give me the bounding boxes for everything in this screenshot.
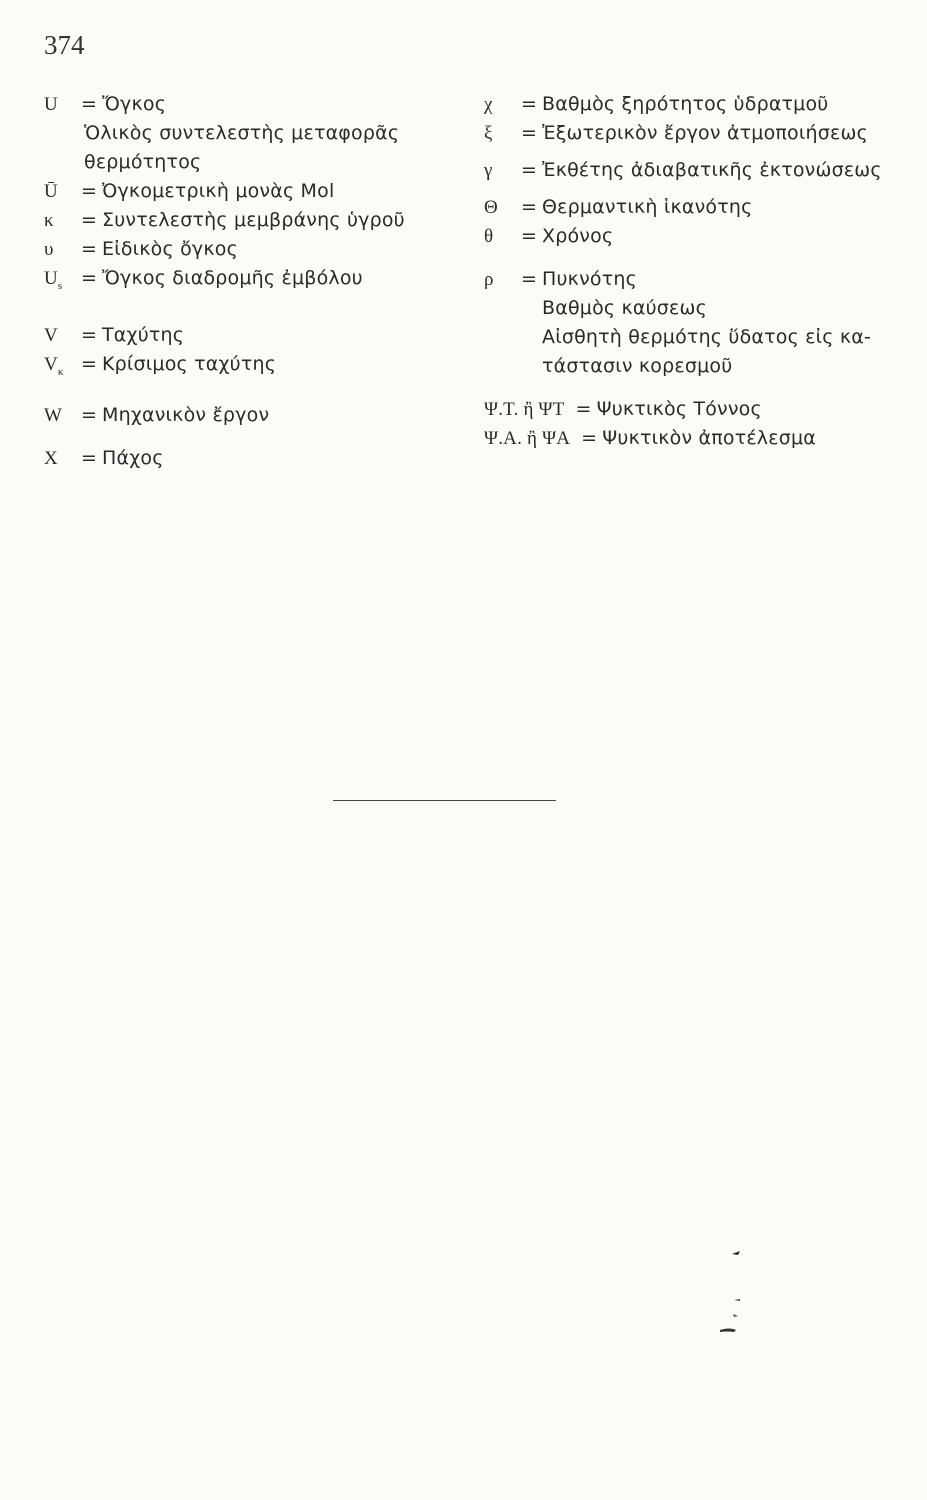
symbol: V bbox=[44, 324, 58, 346]
equals-sign: = bbox=[520, 93, 538, 115]
equals-sign: = bbox=[80, 403, 98, 426]
equals-sign: = bbox=[80, 93, 98, 115]
symbol: ρ bbox=[484, 269, 494, 290]
symbol-definition: Ψυκτικὸς Τόννος bbox=[596, 398, 762, 420]
symbol-definition: Ταχύτης bbox=[102, 323, 185, 346]
symbol: $U_s$ bbox=[44, 268, 63, 292]
symbols-list-right bbox=[484, 90, 904, 453]
symbol-definition: Πάχος bbox=[102, 446, 164, 469]
symbol-subscript: κ bbox=[57, 365, 64, 378]
symbol-entry bbox=[484, 119, 904, 148]
equals-sign: = bbox=[575, 398, 592, 420]
equals-sign: = bbox=[80, 180, 98, 202]
symbol-entry bbox=[484, 90, 904, 119]
symbol-definition: Πυκνότης bbox=[542, 268, 637, 290]
symbol-entry bbox=[44, 264, 464, 301]
spacer bbox=[484, 148, 904, 156]
spacer bbox=[484, 251, 904, 265]
symbol-definition: Ὄγκος bbox=[102, 93, 167, 115]
symbol-entry bbox=[484, 265, 904, 294]
definition-continuation: Ὁλικὸς συντελεστὴς μεταφορᾶς bbox=[84, 122, 400, 144]
symbol-definition: Ὀγκομετρικὴ μονὰς Mol bbox=[102, 180, 335, 202]
equals-sign: = bbox=[80, 446, 98, 469]
equals-sign: = bbox=[520, 196, 538, 218]
symbol-definition: Βαθμὸς ξηρότητος ὑδρατμοῦ bbox=[542, 93, 829, 115]
symbol: Ψ.Α. ἢ ΨΑ bbox=[484, 428, 571, 449]
symbol-entry bbox=[44, 177, 464, 206]
equals-sign: = bbox=[80, 267, 98, 289]
symbol: X bbox=[44, 447, 58, 469]
symbol: $V_\kappa$ bbox=[44, 353, 64, 378]
definition-continuation: Αἰσθητὴ θερμότης ὕδατος εἰς κα- bbox=[542, 326, 872, 348]
symbol-entry bbox=[484, 156, 904, 185]
spacer bbox=[484, 185, 904, 193]
symbol: θ bbox=[484, 226, 494, 247]
symbol: υ bbox=[44, 239, 54, 260]
equals-sign: = bbox=[520, 122, 538, 144]
equals-sign: = bbox=[520, 268, 538, 290]
definition-continuation: θερμότητος bbox=[84, 151, 202, 173]
section-divider bbox=[333, 800, 556, 801]
symbol: Ū bbox=[44, 181, 58, 202]
symbol: Ψ.Τ. ἢ ΨΤ bbox=[484, 399, 565, 420]
symbol: Θ bbox=[484, 197, 498, 218]
symbol-entry bbox=[44, 350, 464, 387]
symbol-entry bbox=[44, 444, 464, 473]
symbol-entry bbox=[44, 90, 464, 119]
equals-sign: = bbox=[80, 238, 98, 260]
symbol-definition: Εἰδικὸς ὄγκος bbox=[102, 238, 238, 260]
symbol-entry bbox=[44, 401, 464, 430]
symbol-entry bbox=[484, 193, 904, 222]
symbol: γ bbox=[484, 160, 493, 181]
symbol-definition: Κρίσιμος ταχύτης bbox=[102, 352, 277, 375]
symbol: U bbox=[44, 94, 58, 115]
symbol-definition: Ἐξωτερικὸν ἔργον ἀτμοποιήσεως bbox=[542, 122, 868, 144]
symbols-list-left bbox=[44, 90, 464, 473]
symbol: κ bbox=[44, 210, 54, 231]
spacer bbox=[44, 301, 464, 321]
equals-sign: = bbox=[520, 159, 538, 181]
spacer bbox=[44, 387, 464, 401]
page-number: 374 bbox=[44, 30, 85, 60]
equals-sign: = bbox=[581, 427, 598, 449]
symbol-entry bbox=[484, 395, 904, 424]
symbol-entry bbox=[484, 424, 904, 453]
symbol: χ bbox=[484, 94, 493, 115]
symbol: ξ bbox=[484, 123, 493, 144]
symbol-entry bbox=[44, 321, 464, 350]
symbol: W bbox=[44, 404, 63, 426]
symbol-definition: Ὄγκος διαδρομῆς ἐμβόλου bbox=[102, 267, 363, 289]
symbol-entry bbox=[44, 206, 464, 235]
symbol-definition: Συντελεστὴς μεμβράνης ὑγροῦ bbox=[102, 209, 405, 231]
symbol-definition: Θερμαντικὴ ἱκανότης bbox=[542, 196, 753, 218]
symbol-entry bbox=[484, 222, 904, 251]
definition-continuation: Βαθμὸς καύσεως bbox=[542, 297, 707, 319]
symbol-definition: Ψυκτικὸν ἀποτέλεσμα bbox=[602, 427, 816, 449]
symbol-definition: Μηχανικὸν ἔργον bbox=[102, 403, 270, 426]
spacer bbox=[44, 430, 464, 444]
symbol-definition: Χρόνος bbox=[542, 225, 614, 247]
equals-sign: = bbox=[80, 352, 98, 375]
symbol-entry bbox=[44, 235, 464, 264]
spacer bbox=[484, 381, 904, 395]
equals-sign: = bbox=[520, 225, 538, 247]
equals-sign: = bbox=[80, 323, 98, 346]
symbol-subscript: s bbox=[57, 279, 63, 292]
definition-continuation: τάστασιν κορεσμοῦ bbox=[542, 355, 733, 377]
symbol-definition: Ἐκθέτης ἀδιαβατικῆς ἐκτονώσεως bbox=[542, 159, 882, 181]
print-specks bbox=[700, 1250, 780, 1350]
equals-sign: = bbox=[80, 209, 98, 231]
